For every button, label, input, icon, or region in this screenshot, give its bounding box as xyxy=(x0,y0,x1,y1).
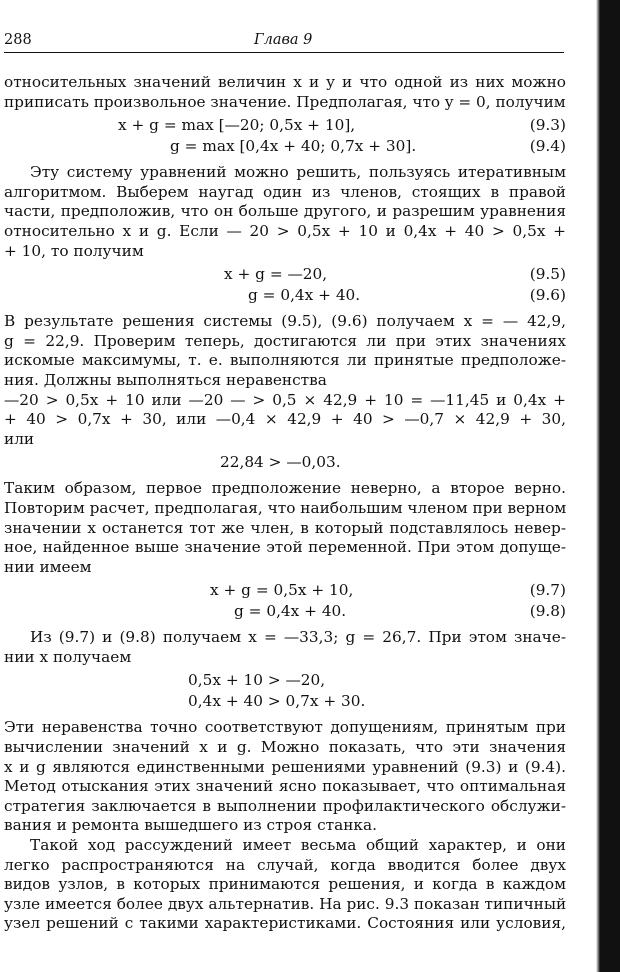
equation-formula: g = max [0,4x + 40; 0,7x + 30]. xyxy=(170,137,417,156)
text-line: Повторим расчет, предполагая, что наибольшим членом при верном xyxy=(4,498,567,517)
page-number: 288 xyxy=(4,32,32,48)
text-line: Эту систему уравнений можно решить, пользуясь итеративным xyxy=(30,163,566,182)
book-spine-edge xyxy=(594,0,620,972)
equation-formula: x + g = max [—20; 0,5x + 10], xyxy=(118,116,356,135)
text-line: Метод отыскания этих значений ясно показывает, что оптимальная xyxy=(4,777,566,796)
equation-9-6 xyxy=(4,285,566,306)
equation-9-3 xyxy=(4,115,566,136)
text-line: легко распространяются на случай, когда вводится более двух xyxy=(4,855,566,874)
inequality-formula: 0,4x + 40 > 0,7x + 30. xyxy=(188,692,366,711)
inequality-formula: 22,84 > —0,03. xyxy=(220,453,341,472)
text-line: стратегия заключается в выполнении профилактического обслужи- xyxy=(4,796,566,815)
inequality-check xyxy=(4,452,566,473)
equation-formula: g = 0,4x + 40. xyxy=(234,602,347,621)
text-line: приписать произвольное значение. Предполагая, что y = 0, получим xyxy=(4,92,566,111)
text-line: Такой ход рассуждений имеет весьма общий характер, и они xyxy=(30,836,566,855)
inequality-formula: 0,5x + 10 > —20, xyxy=(188,671,326,690)
text-line: В результате решения системы (9.5), (9.6) получаем x = — 42,9, xyxy=(4,312,566,331)
equation-9-4 xyxy=(4,136,566,157)
equation-9-8 xyxy=(4,601,566,622)
equation-number: (9.8) xyxy=(529,602,566,621)
equation-formula: x + g = —20, xyxy=(224,265,328,284)
equation-number: (9.4) xyxy=(529,137,566,156)
equation-number: (9.6) xyxy=(529,286,566,305)
equation-formula: g = 0,4x + 40. xyxy=(248,286,361,305)
text-line: ния. Должны выполняться неравенства xyxy=(4,370,327,389)
text-line: относительных значений величин x и y и что одной из них можно xyxy=(4,73,566,91)
inequality-1 xyxy=(4,670,566,691)
paragraph-6 xyxy=(4,718,566,836)
text-line: —20 > 0,5x + 10 или —20 — > 0,5 × 42,9 + 10 = —11,45 и 0,4x + xyxy=(4,390,566,409)
text-line: x и g являются единственными решениями уравнений (9.3) и (9.4). xyxy=(4,757,566,776)
equation-formula: x + g = 0,5x + 10, xyxy=(210,581,354,600)
text-line: относительно x и g. Если — 20 > 0,5x + 10 и 0,4x + 40 > 0,5x + xyxy=(4,221,566,240)
text-line: алгоритмом. Выберем наугад один из членов, стоящих в правой xyxy=(4,182,566,201)
text-line: вания и ремонта вышедшего из строя станка. xyxy=(4,816,377,835)
text-line: Таким образом, первое предположение неверно, а второе верно. xyxy=(4,479,566,498)
text-line: части, предположив, что он больше другого, и разрешим уравнения xyxy=(4,202,566,221)
text-line: нии имеем xyxy=(4,557,92,576)
text-line: + 10, то получим xyxy=(4,241,144,260)
text-line: или xyxy=(4,429,35,448)
text-line: Эти неравенства точно соответствуют допущениям, принятым при xyxy=(4,718,566,737)
paragraph-4 xyxy=(4,479,566,577)
paragraph-2 xyxy=(4,163,566,261)
equation-number: (9.7) xyxy=(529,581,566,600)
equation-9-7 xyxy=(4,580,566,601)
paragraph-1 xyxy=(4,73,566,112)
equation-number: (9.5) xyxy=(529,265,566,284)
text-line: узле имеется более двух альтернатив. На рис. 9.3 показан типичный xyxy=(4,894,567,913)
text-line: Из (9.7) и (9.8) получаем x = —33,3; g = 26,7. При этом значе- xyxy=(30,628,566,647)
page-body xyxy=(4,73,566,934)
text-line: значении x останется тот же член, в который подставлялось невер- xyxy=(4,518,566,537)
paragraph-7 xyxy=(4,836,566,934)
paragraph-3 xyxy=(4,312,566,449)
text-line: нии x получаем xyxy=(4,647,132,666)
chapter-title: Глава 9 xyxy=(254,32,313,48)
equation-9-5 xyxy=(4,264,566,285)
text-line: искомые максимумы, т. е. выполняются ли принятые предположе- xyxy=(4,351,566,370)
equation-number: (9.3) xyxy=(529,116,566,135)
text-line: + 40 > 0,7x + 30, или —0,4 × 42,9 + 40 > —0,7 × 42,9 + 30, xyxy=(4,410,566,429)
text-line: ное, найденное выше значение этой переменной. При этом допуще- xyxy=(4,538,566,557)
inequality-2 xyxy=(4,691,566,712)
text-line: вычислении значений x и g. Можно показать, что эти значения xyxy=(4,738,566,757)
text-line: узел решений с такими характеристиками. Состояния или условия, xyxy=(4,914,566,933)
running-header xyxy=(4,30,564,53)
paragraph-5 xyxy=(4,628,566,667)
text-line: видов узлов, в которых принимаются решения, и когда в каждом xyxy=(4,875,566,894)
text-line: g = 22,9. Проверим теперь, достигаются ли при этих значениях xyxy=(4,331,566,350)
